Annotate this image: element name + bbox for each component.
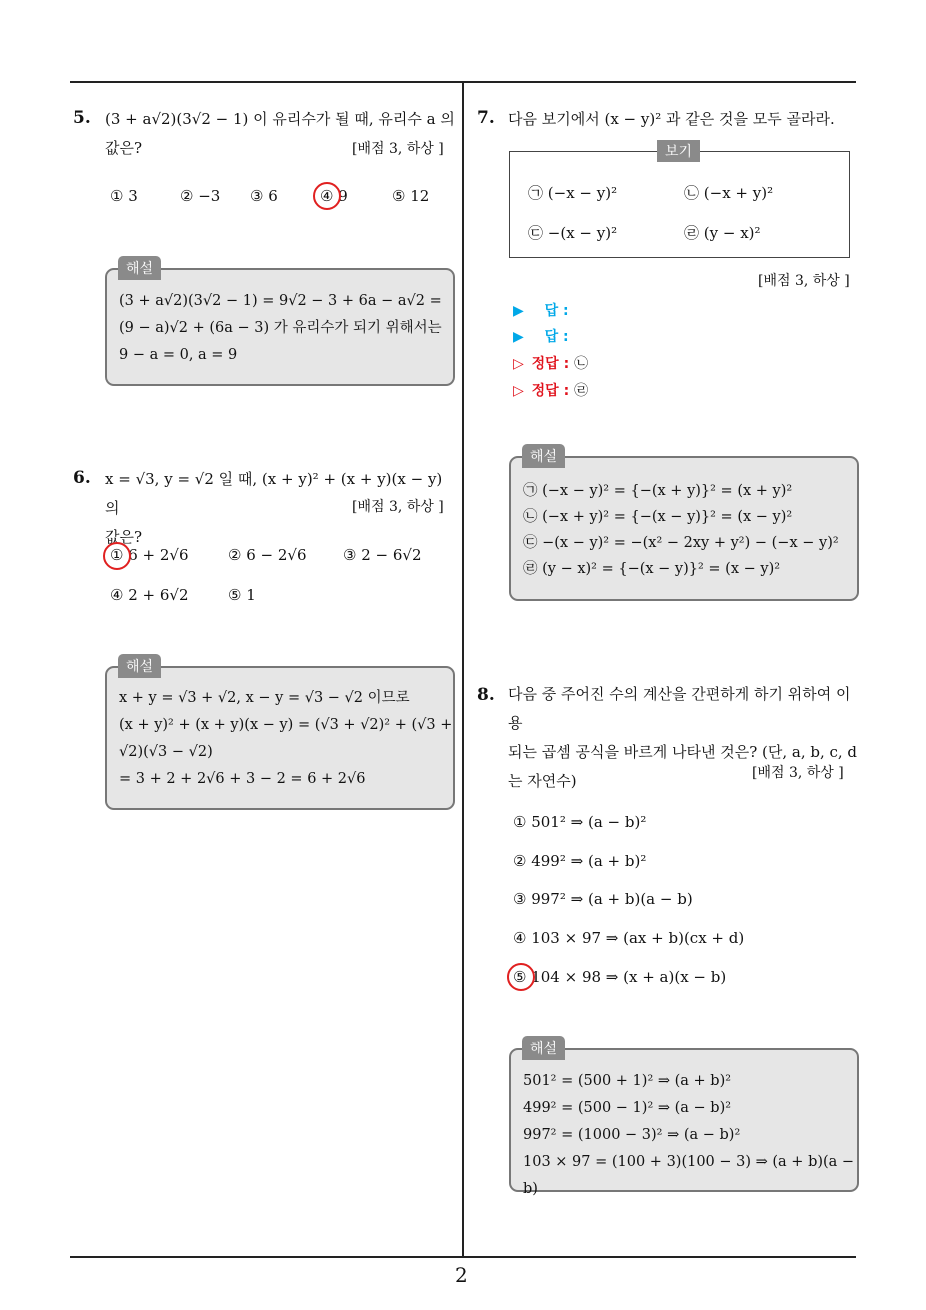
question-number: 5. [73, 108, 91, 128]
solution-tab: 해설 [118, 256, 161, 280]
solution-line: 499² = (500 − 1)² ⇒ (a − b)² [523, 1100, 732, 1116]
option-1[interactable]: ① 3 [110, 187, 138, 205]
correct-answer-value: ㉣ [574, 383, 589, 399]
solution-line: (x + y)² + (x + y)(x − y) = (√3 + √2)² + (√3 + [119, 717, 453, 733]
option-4[interactable]: ④ 103 × 97 ⇒ (ax + b)(cx + d) [513, 929, 745, 947]
option-2[interactable]: ② −3 [180, 187, 221, 205]
score-label: [배점 3, 하상 ] [352, 141, 444, 157]
solution-line: 501² = (500 + 1)² ⇒ (a + b)² [523, 1073, 732, 1089]
solution-text [523, 478, 839, 582]
bogi-box [509, 151, 850, 258]
solution-text [119, 288, 442, 369]
question-text-line: x = √3, y = √2 일 때, (x + y)² + (x + y)(x − y) 의 [105, 470, 443, 517]
question-text-line: 는 자연수) [508, 772, 577, 790]
option-4[interactable]: ④ 2 + 6√2 [110, 586, 189, 604]
option-1[interactable]: ① 6 + 2√6 [110, 546, 189, 564]
play-icon: ▶ [513, 303, 524, 319]
correct-answer-value: ㉡ [574, 356, 589, 372]
solution-line: 103 × 97 = (100 + 3)(100 − 3) ⇒ (a + b)(a − b) [523, 1154, 855, 1197]
selected-answer-mark [103, 542, 131, 570]
correct-answer-line-1 [513, 353, 588, 373]
score-label: [배점 3, 하상 ] [752, 765, 844, 781]
selected-answer-mark [313, 182, 341, 210]
question-text-line: 값은? [105, 528, 143, 546]
answer-line-1[interactable] [513, 300, 569, 320]
bogi-item-2: ㉡ (−x + y)² [684, 184, 774, 202]
outline-play-icon: ▷ [513, 356, 524, 372]
question-text-line: 값은? [105, 139, 143, 157]
solution-line: 9 − a = 0, a = 9 [119, 347, 238, 363]
solution-line: ㉢ −(x − y)² = −(x² − 2xy + y²) − (−x − y)² [523, 535, 839, 551]
score-label: [배점 3, 하상 ] [352, 499, 444, 515]
answer-line-2[interactable] [513, 326, 569, 346]
option-5[interactable]: ⑤ 1 [228, 586, 256, 604]
solution-line: √2)(√3 − √2) [119, 744, 213, 760]
bogi-tab: 보기 [657, 140, 700, 162]
bogi-item-4: ㉣ (y − x)² [684, 224, 761, 242]
solution-line: ㉡ (−x + y)² = {−(x − y)}² = (x − y)² [523, 509, 793, 525]
solution-line: 997² = (1000 − 3)² ⇒ (a − b)² [523, 1127, 741, 1143]
question-text-line: (3 + a√2)(3√2 − 1) 이 유리수가 될 때, 유리수 a 의 [105, 110, 455, 128]
correct-answer-line-2 [513, 380, 588, 400]
bogi-item-1: ㉠ (−x − y)² [528, 184, 618, 202]
option-3[interactable]: ③ 6 [250, 187, 278, 205]
option-4[interactable]: ④ 9 [320, 187, 348, 205]
solution-box [105, 666, 455, 810]
correct-answer-label: 정답 : [531, 383, 570, 399]
solution-line: (3 + a√2)(3√2 − 1) = 9√2 − 3 + 6a − a√2 = [119, 293, 442, 309]
question-number: 8. [477, 685, 495, 705]
selected-answer-mark [507, 963, 535, 991]
question-text: 다음 보기에서 (x − y)² 과 같은 것을 모두 골라라. [508, 110, 835, 128]
option-1[interactable]: ① 501² ⇒ (a − b)² [513, 813, 647, 831]
option-3[interactable]: ③ 2 − 6√2 [343, 546, 422, 564]
answer-label: 답 : [544, 303, 569, 319]
outline-play-icon: ▷ [513, 383, 524, 399]
option-2[interactable]: ② 6 − 2√6 [228, 546, 307, 564]
page-number: 2 [455, 1263, 468, 1287]
option-5[interactable]: ⑤ 104 × 98 ⇒ (x + a)(x − b) [513, 968, 727, 986]
solution-line: (9 − a)√2 + (6a − 3) 가 유리수가 되기 위해서는 [119, 320, 442, 336]
play-icon: ▶ [513, 329, 524, 345]
solution-text [523, 1068, 857, 1203]
solution-line: ㉠ (−x − y)² = {−(x + y)}² = (x + y)² [523, 483, 793, 499]
question-number: 7. [477, 108, 495, 128]
solution-text [119, 685, 452, 793]
bogi-item-3: ㉢ −(x − y)² [528, 224, 618, 242]
option-2[interactable]: ② 499² ⇒ (a + b)² [513, 852, 647, 870]
answer-label: 답 : [544, 329, 569, 345]
option-3[interactable]: ③ 997² ⇒ (a + b)(a − b) [513, 890, 693, 908]
column-divider [462, 82, 464, 1257]
solution-line: = 3 + 2 + 2√6 + 3 − 2 = 6 + 2√6 [119, 771, 366, 787]
option-5[interactable]: ⑤ 12 [392, 187, 430, 205]
solution-box [509, 1048, 859, 1197]
score-label: [배점 3, 하상 ] [758, 273, 850, 289]
solution-line: ㉣ (y − x)² = {−(x − y)}² = (x − y)² [523, 561, 781, 577]
solution-tab: 해설 [522, 444, 565, 468]
solution-line: x + y = √3 + √2, x − y = √3 − √2 이므로 [119, 690, 410, 706]
question-text-line: 다음 중 주어진 수의 계산을 간편하게 하기 위하여 이용 [508, 685, 851, 732]
question-text-line: 되는 곱셈 공식을 바르게 나타낸 것은? (단, a, b, c, d [508, 743, 858, 761]
correct-answer-label: 정답 : [531, 356, 570, 372]
solution-box [509, 456, 859, 601]
solution-box [105, 268, 455, 386]
solution-tab: 해설 [118, 654, 161, 678]
bottom-rule [70, 1256, 856, 1258]
question-number: 6. [73, 468, 91, 488]
solution-tab: 해설 [522, 1036, 565, 1060]
